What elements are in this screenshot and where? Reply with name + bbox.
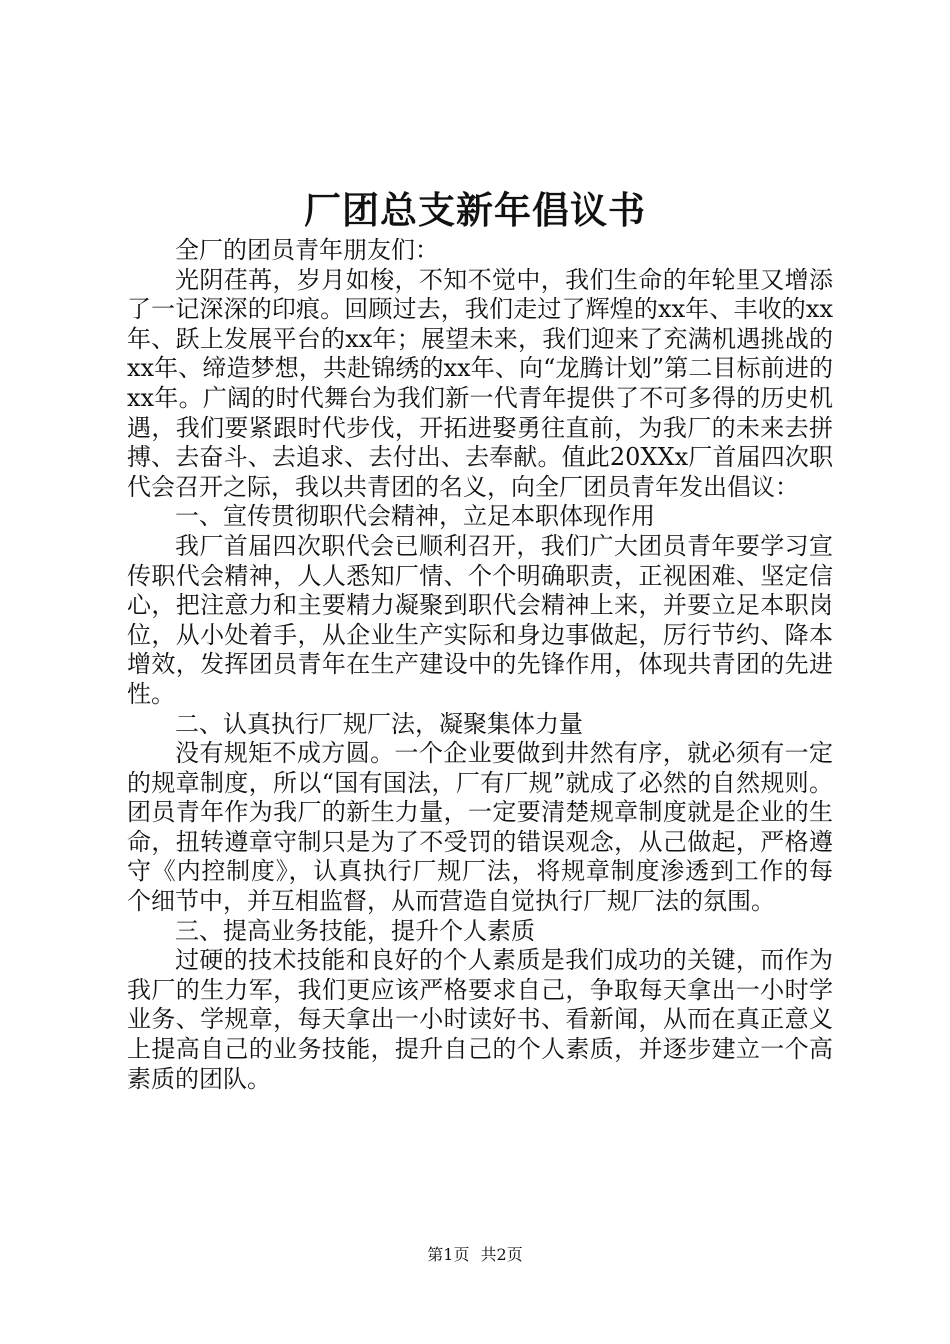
intro-paragraph: 光阴荏苒，岁月如梭，不知不觉中，我们生命的年轮里又增添了一记深深的印痕。回顾过去，我们走过了辉煌的xx年、丰收的xx年、跃上发展平台的xx年；展望未来，我们迎来了充满机遇挑战的xx年、缔造梦想，共赴锦绣的xx年、向“龙腾计划”第二目标前进的xx年。广阔的时代舞台为我们新一代青年提供了不可多得的历史机遇，我们要紧跟时代步伐，开拓进娶勇往直前，为我厂的未来去拼搏、去奋斗、去追求、去付出、去奉献。值此20XXx厂首届四次职代会召开之际，我以共青团的名义，向全厂团员青年发出倡议： [127, 265, 833, 501]
salutation: 全厂的团员青年朋友们： [175, 236, 439, 264]
page-number-current: 第1页 [427, 1245, 470, 1264]
section-paragraph-3: 过硬的技术技能和良好的个人素质是我们成功的关键，而作为我厂的生力军，我们更应该严格要求自己，争取每天拿出一小时学业务、学规章，每天拿出一小时读好书、看新闻，从而在真正意义上提高自己的业务技能，提升自己的个人素质，并逐步建立一个高素质的团队。 [127, 946, 833, 1093]
section-heading-3: 三、提高业务技能，提升个人素质 [175, 916, 535, 945]
section-paragraph-2: 没有规矩不成方圆。一个企业要做到井然有序，就必须有一定的规章制度，所以“国有国法，厂有厂规”就成了必然的自然规则。团员青年作为我厂的新生力量，一定要清楚规章制度就是企业的生命，扭转遵章守制只是为了不受罚的错误观念，从己做起，严格遵守《内控制度》，认真执行厂规厂法，将规章制度渗透到工作的每个细节中，并互相监督，从而营造自觉执行厂规厂法的氛围。 [127, 739, 833, 916]
section-heading-2: 二、认真执行厂规厂法，凝聚集体力量 [175, 709, 583, 738]
document-body [127, 236, 833, 1094]
document-title: 厂团总支新年倡议书 [304, 188, 646, 232]
section-paragraph-1: 我厂首届四次职代会已顺利召开，我们广大团员青年要学习宣传职代会精神，人人悉知厂情、个个明确职责，正视困难、坚定信心，把注意力和主要精力凝聚到职代会精神上来，并要立足本职岗位，从小处着手，从企业生产实际和身边事做起，厉行节约、降本增效，发挥团员青年在生产建设中的先锋作用，体现共青团的先进性。 [127, 531, 833, 708]
page-number-total: 共2页 [480, 1245, 523, 1264]
page-footer [0, 1244, 950, 1266]
section-heading-1: 一、宣传贯彻职代会精神，立足本职体现作用 [175, 502, 655, 531]
